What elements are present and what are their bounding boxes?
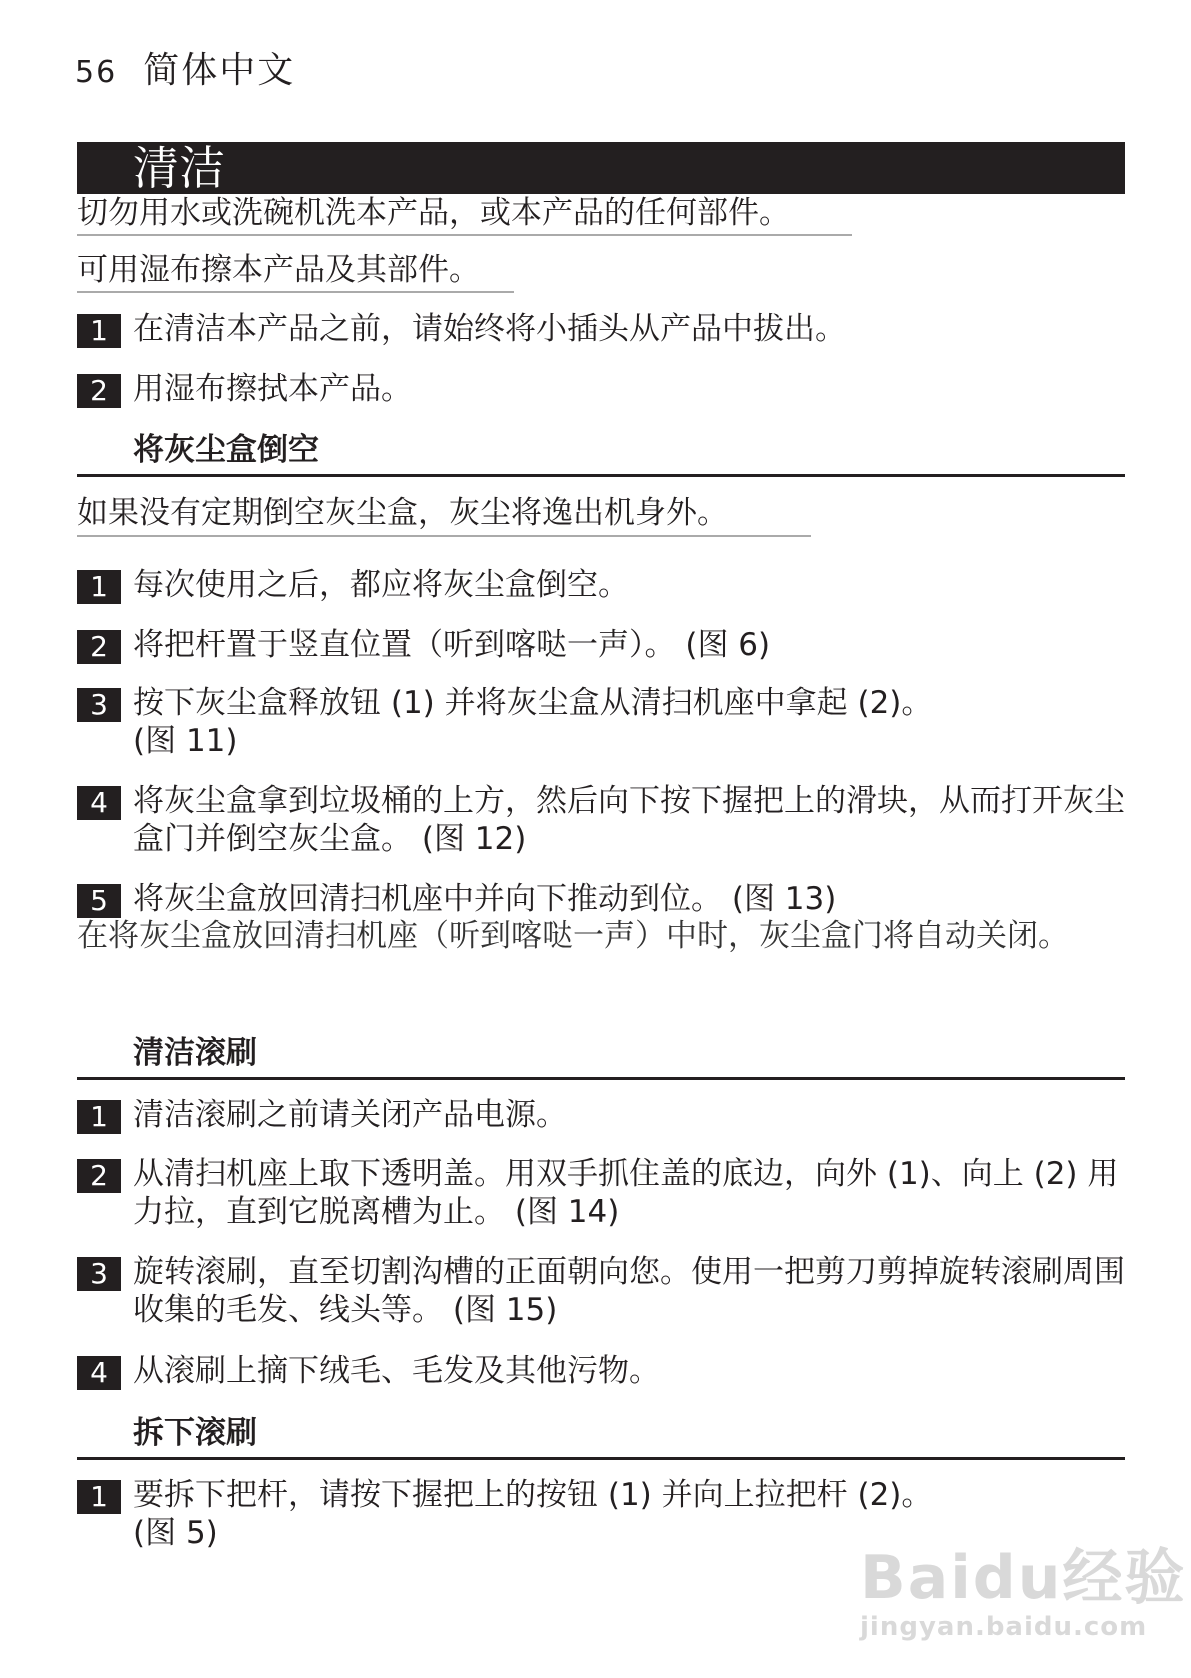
step-number: 5	[77, 884, 121, 918]
section-title-bar	[77, 142, 1125, 194]
section-rule	[77, 474, 1125, 477]
step-number: 2	[77, 1159, 121, 1193]
page-number: 56	[75, 55, 118, 90]
step-number: 1	[77, 314, 121, 348]
step-text: 从清扫机座上取下透明盖。用双手抓住盖的底边，向外 (1)、向上 (2) 用力拉，直到它脱离槽为止。 (图 14)	[133, 1156, 1119, 1230]
subsection-title: 将灰尘盒倒空	[133, 432, 319, 468]
baidu-logo: Baidu经验	[860, 1543, 1187, 1613]
section-rule	[77, 1457, 1125, 1460]
info-note: 可用湿布擦本产品及其部件。	[77, 252, 480, 288]
step-text: 每次使用之后，都应将灰尘盒倒空。	[133, 567, 629, 603]
baidu-watermark	[860, 1530, 1186, 1642]
step-text: 将灰尘盒放回清扫机座中并向下推动到位。 (图 13)	[133, 881, 837, 917]
step-number: 2	[77, 374, 121, 408]
note-underline	[77, 291, 514, 293]
step-number: 3	[77, 1257, 121, 1291]
section-rule	[77, 1077, 1125, 1080]
step-number: 1	[77, 1480, 121, 1514]
step-text: 将灰尘盒拿到垃圾桶的上方，然后向下按下握把上的滑块，从而打开灰尘盒门并倒空灰尘盒。 (图 12)	[133, 783, 1125, 857]
step-number: 1	[77, 570, 121, 604]
step-text: 要拆下把杆，请按下握把上的按钮 (1) 并向上拉把杆 (2)。 (图 5)	[133, 1477, 933, 1551]
step-number: 3	[77, 688, 121, 722]
step-text: 从滚刷上摘下绒毛、毛发及其他污物。	[133, 1353, 660, 1389]
step-text: 在清洁本产品之前，请始终将小插头从产品中拔出。	[133, 311, 846, 347]
step-number: 4	[77, 1356, 121, 1390]
section-title: 清洁	[133, 141, 225, 195]
note-underline	[77, 234, 852, 236]
step-number: 2	[77, 630, 121, 664]
step-text: 用湿布擦拭本产品。	[133, 371, 412, 407]
step-number: 4	[77, 786, 121, 820]
step-text: 旋转滚刷，直至切割沟槽的正面朝向您。使用一把剪刀剪掉旋转滚刷周围收集的毛发、线头等。 (图 15)	[133, 1254, 1125, 1328]
note-underline	[77, 535, 811, 537]
page-header	[75, 42, 295, 93]
step-text: 将把杆置于竖直位置（听到喀哒一声）。 (图 6)	[133, 627, 771, 663]
dust-note: 如果没有定期倒空灰尘盒，灰尘将逸出机身外。	[77, 495, 728, 531]
watermark-url: jingyan.baidu.com	[860, 1612, 1148, 1642]
subsection-title: 拆下滚刷	[133, 1415, 257, 1451]
language-label: 简体中文	[143, 50, 296, 91]
step-text: 按下灰尘盒释放钮 (1) 并将灰尘盒从清扫机座中拿起 (2)。 (图 11)	[133, 685, 933, 759]
step-text: 清洁滚刷之前请关闭产品电源。	[133, 1097, 567, 1133]
warning-note: 切勿用水或洗碗机洗本产品，或本产品的任何部件。	[77, 195, 790, 231]
step-number: 1	[77, 1100, 121, 1134]
dust-after-note: 在将灰尘盒放回清扫机座（听到喀哒一声）中时，灰尘盒门将自动关闭。	[77, 918, 1069, 954]
subsection-title: 清洁滚刷	[133, 1035, 257, 1071]
